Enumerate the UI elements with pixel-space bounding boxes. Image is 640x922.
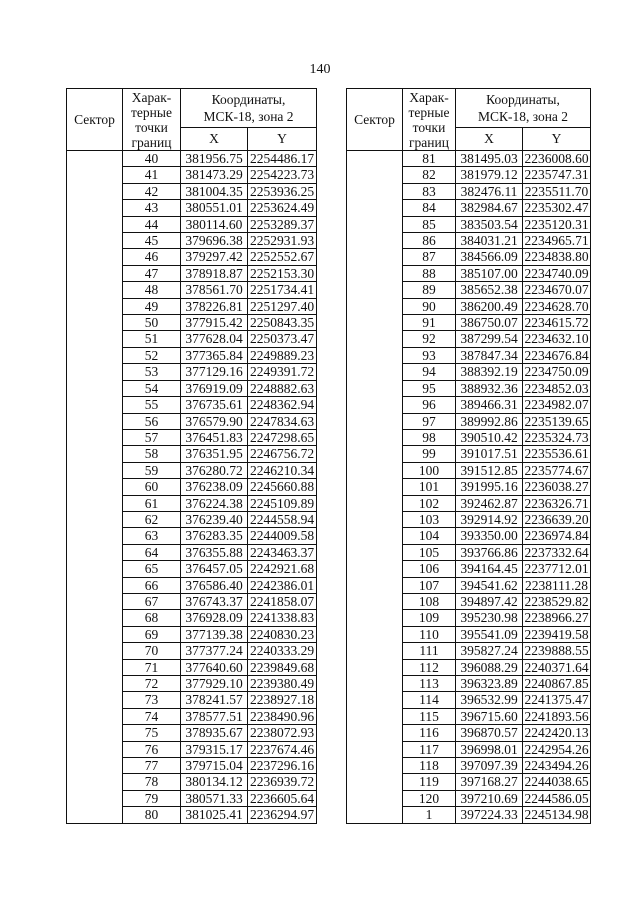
point-number-cell: 62 <box>123 511 181 527</box>
y-coordinate-cell: 2242420.13 <box>524 725 589 741</box>
x-coordinate-cell: 376451.83 <box>181 429 248 445</box>
header-sector: Сектор <box>347 89 403 151</box>
x-coordinate-cell: 376457.05 <box>181 561 248 577</box>
point-number-cell: 47 <box>123 265 181 281</box>
x-coordinate-cell: 396088.29 <box>456 659 523 675</box>
x-coordinate-cell: 376351.95 <box>181 446 248 462</box>
x-coordinate-cell: 380134.12 <box>181 774 248 790</box>
point-number-cell: 108 <box>403 593 456 609</box>
point-number-cell: 60 <box>123 479 181 495</box>
point-number-cell: 96 <box>403 397 456 413</box>
point-number-cell: 54 <box>123 380 181 396</box>
point-number-cell: 41 <box>123 167 181 183</box>
y-coordinate-cell: 2237674.46 <box>248 741 317 757</box>
x-coordinate-cell: 383503.54 <box>456 216 523 232</box>
sector-cell <box>67 151 123 824</box>
header-coordinates-line: МСК-18, зона 2 <box>203 109 294 124</box>
y-coordinate-cell: 2234628.70 <box>524 298 589 314</box>
point-number-cell: 85 <box>403 216 456 232</box>
point-number-cell: 106 <box>403 561 456 577</box>
y-coordinate-cell: 2237712.01 <box>524 561 589 577</box>
point-number-cell: 100 <box>403 462 456 478</box>
point-number-cell: 68 <box>123 610 181 626</box>
x-coordinate-cell: 384566.09 <box>456 249 523 265</box>
header-coordinates-line: Координаты, <box>211 92 286 107</box>
y-coordinate-cell: 2235747.31 <box>524 167 589 183</box>
y-coordinate-cell: 2238529.82 <box>524 593 589 609</box>
point-number-cell: 92 <box>403 331 456 347</box>
y-coordinate-cell: 2244586.05 <box>524 790 589 806</box>
point-number-cell: 1 <box>403 807 456 823</box>
x-coordinate-cell: 392462.87 <box>456 495 523 511</box>
y-coordinate-cell: 2246210.34 <box>248 462 317 478</box>
y-coordinate-cell: 2238111.28 <box>523 577 591 593</box>
x-coordinate-cell: 396998.01 <box>456 741 523 757</box>
y-coordinate-cell: 2239419.58 <box>524 626 589 642</box>
x-coordinate-cell: 379696.38 <box>181 233 248 249</box>
header-point-line: точки <box>412 119 446 135</box>
y-coordinate-cell: 2234852.03 <box>524 380 589 396</box>
header-point-line: терные <box>408 104 450 120</box>
point-number-cell: 113 <box>403 676 456 692</box>
y-coordinate-cell: 2244038.65 <box>524 774 589 790</box>
point-number-cell: 58 <box>123 446 181 462</box>
x-coordinate-cell: 396532.99 <box>456 692 523 708</box>
x-coordinate-cell: 395541.09 <box>456 626 523 642</box>
x-coordinate-cell: 381979.12 <box>456 167 523 183</box>
header-coordinates <box>181 89 317 128</box>
y-coordinate-cell: 2235511.70 <box>523 183 591 199</box>
point-number-cell: 76 <box>123 741 181 757</box>
coordinates-table-left <box>66 88 317 824</box>
point-number-cell: 59 <box>123 462 181 478</box>
y-coordinate-cell: 2234982.07 <box>524 397 589 413</box>
point-number-cell: 98 <box>403 429 456 445</box>
y-coordinate-cell: 2252931.93 <box>248 233 317 249</box>
header-boundary-points <box>123 89 181 151</box>
y-coordinate-cell: 2242921.68 <box>248 561 317 577</box>
point-number-cell: 111 <box>403 643 456 659</box>
x-coordinate-cell: 397210.69 <box>456 790 523 806</box>
point-number-cell: 63 <box>123 528 181 544</box>
sector-cell <box>347 151 403 824</box>
y-coordinate-cell: 2253624.49 <box>248 200 317 216</box>
point-number-cell: 119 <box>403 774 456 790</box>
point-number-cell: 46 <box>123 249 181 265</box>
table-row <box>67 151 317 167</box>
point-number-cell: 87 <box>403 249 456 265</box>
point-number-cell: 115 <box>403 708 456 724</box>
y-coordinate-cell: 2247834.63 <box>248 413 317 429</box>
x-coordinate-cell: 381473.29 <box>181 167 248 183</box>
point-number-cell: 101 <box>403 479 456 495</box>
point-number-cell: 105 <box>403 544 456 560</box>
x-coordinate-cell: 394541.62 <box>456 577 523 593</box>
x-coordinate-cell: 377640.60 <box>181 659 248 675</box>
point-number-cell: 81 <box>403 151 456 167</box>
x-coordinate-cell: 380114.60 <box>181 216 248 232</box>
x-coordinate-cell: 381004.35 <box>181 183 248 199</box>
point-number-cell: 67 <box>123 593 181 609</box>
point-number-cell: 65 <box>123 561 181 577</box>
x-coordinate-cell: 388392.19 <box>456 364 523 380</box>
x-coordinate-cell: 377628.04 <box>181 331 248 347</box>
point-number-cell: 45 <box>123 233 181 249</box>
x-coordinate-cell: 379297.42 <box>181 249 248 265</box>
x-coordinate-cell: 376586.40 <box>181 577 248 593</box>
x-coordinate-cell: 378226.81 <box>181 298 248 314</box>
header-point-line: точки <box>135 119 168 135</box>
point-number-cell: 56 <box>123 413 181 429</box>
y-coordinate-cell: 2240333.29 <box>248 643 317 659</box>
point-number-cell: 102 <box>403 495 456 511</box>
y-coordinate-cell: 2240371.64 <box>524 659 589 675</box>
y-coordinate-cell: 2244009.58 <box>248 528 317 544</box>
y-coordinate-cell: 2236038.27 <box>524 479 589 495</box>
point-number-cell: 84 <box>403 200 456 216</box>
header-sector: Сектор <box>67 89 123 151</box>
x-coordinate-cell: 397224.33 <box>456 807 523 823</box>
y-coordinate-cell: 2234838.80 <box>524 249 589 265</box>
y-coordinate-cell: 2248882.63 <box>248 380 317 396</box>
y-coordinate-cell: 2241375.47 <box>524 692 589 708</box>
x-coordinate-cell: 390510.42 <box>456 429 523 445</box>
x-coordinate-cell: 397097.39 <box>456 758 523 774</box>
y-coordinate-cell: 2251734.41 <box>248 282 317 298</box>
x-coordinate-cell: 378241.57 <box>181 692 248 708</box>
point-number-cell: 114 <box>403 692 456 708</box>
x-coordinate-cell: 378561.70 <box>181 282 248 298</box>
point-number-cell: 90 <box>403 298 456 314</box>
y-coordinate-cell: 2236008.60 <box>524 151 589 166</box>
y-coordinate-cell: 2239380.49 <box>248 676 317 692</box>
y-coordinate-cell: 2234676.84 <box>524 347 589 363</box>
x-coordinate-cell: 377365.84 <box>181 347 248 363</box>
x-coordinate-cell: 394164.45 <box>456 561 523 577</box>
point-number-cell: 53 <box>123 364 181 380</box>
point-number-cell: 50 <box>123 315 181 331</box>
y-coordinate-cell: 2250373.47 <box>248 331 317 347</box>
x-coordinate-cell: 391512.85 <box>456 462 523 478</box>
y-coordinate-cell: 2245134.98 <box>524 807 589 823</box>
x-coordinate-cell: 378918.87 <box>181 265 248 281</box>
point-number-cell: 120 <box>403 790 456 806</box>
x-coordinate-cell: 393766.86 <box>456 544 523 560</box>
x-coordinate-cell: 394897.42 <box>456 593 523 609</box>
x-coordinate-cell: 380571.33 <box>181 790 248 806</box>
y-coordinate-cell: 2254223.73 <box>248 167 317 183</box>
x-coordinate-cell: 376735.61 <box>181 397 248 413</box>
y-coordinate-cell: 2239888.55 <box>524 643 589 659</box>
point-number-cell: 104 <box>403 528 456 544</box>
point-number-cell: 66 <box>123 577 181 593</box>
x-coordinate-cell: 388932.36 <box>456 380 523 396</box>
x-coordinate-cell: 376919.09 <box>181 380 248 396</box>
left-table-body <box>67 151 317 824</box>
header-point-line: терные <box>131 104 172 120</box>
point-number-cell: 93 <box>403 347 456 363</box>
y-coordinate-cell: 2248362.94 <box>248 397 317 413</box>
point-number-cell: 88 <box>403 265 456 281</box>
y-coordinate-cell: 2234632.10 <box>524 331 589 347</box>
point-number-cell: 89 <box>403 282 456 298</box>
point-number-cell: 78 <box>123 774 181 790</box>
y-coordinate-cell: 2246756.72 <box>248 446 317 462</box>
x-coordinate-cell: 384031.21 <box>456 233 523 249</box>
table-row <box>347 151 591 167</box>
y-coordinate-cell: 2243494.26 <box>524 758 589 774</box>
y-coordinate-cell: 2236639.20 <box>524 511 589 527</box>
y-coordinate-cell: 2249889.23 <box>248 347 317 363</box>
coordinates-table-right <box>346 88 591 824</box>
page-number: 140 <box>309 62 331 77</box>
x-coordinate-cell: 377377.24 <box>181 643 248 659</box>
point-number-cell: 99 <box>403 446 456 462</box>
header-point-line: границ <box>131 134 172 150</box>
y-coordinate-cell: 2235139.65 <box>524 413 589 429</box>
y-coordinate-cell: 2237332.64 <box>524 544 589 560</box>
y-coordinate-cell: 2236326.71 <box>524 495 589 511</box>
x-coordinate-cell: 377915.42 <box>181 315 248 331</box>
y-coordinate-cell: 2236605.64 <box>248 790 317 806</box>
header-coordinates <box>456 89 591 128</box>
x-coordinate-cell: 389466.31 <box>456 397 523 413</box>
header-coordinates-line: Координаты, <box>486 92 560 107</box>
point-number-cell: 77 <box>123 758 181 774</box>
header-boundary-points <box>403 89 456 151</box>
y-coordinate-cell: 2243463.37 <box>248 544 317 560</box>
y-coordinate-cell: 2237296.16 <box>248 758 317 774</box>
point-number-cell: 94 <box>403 364 456 380</box>
y-coordinate-cell: 2240830.23 <box>248 626 317 642</box>
header-point-line: границ <box>409 134 449 150</box>
y-coordinate-cell: 2235302.47 <box>524 200 589 216</box>
x-coordinate-cell: 382984.67 <box>456 200 523 216</box>
y-coordinate-cell: 2236939.72 <box>248 774 317 790</box>
point-number-cell: 43 <box>123 200 181 216</box>
y-coordinate-cell: 2254486.17 <box>248 151 317 167</box>
point-number-cell: 103 <box>403 511 456 527</box>
point-number-cell: 48 <box>123 282 181 298</box>
point-number-cell: 51 <box>123 331 181 347</box>
y-coordinate-cell: 2252552.67 <box>248 249 317 265</box>
y-coordinate-cell: 2240867.85 <box>524 676 589 691</box>
x-coordinate-cell: 377129.16 <box>181 364 248 380</box>
x-coordinate-cell: 376355.88 <box>181 544 248 560</box>
header-y: Y <box>523 128 591 151</box>
y-coordinate-cell: 2242954.26 <box>524 741 589 757</box>
header-y: Y <box>248 128 317 151</box>
y-coordinate-cell: 2235120.31 <box>524 216 589 232</box>
point-number-cell: 61 <box>123 495 181 511</box>
point-number-cell: 118 <box>403 758 456 774</box>
point-number-cell: 74 <box>123 708 181 724</box>
y-coordinate-cell: 2235324.73 <box>524 429 589 445</box>
point-number-cell: 107 <box>403 577 456 593</box>
y-coordinate-cell: 2239849.68 <box>248 659 317 675</box>
x-coordinate-cell: 387847.34 <box>456 347 523 363</box>
x-coordinate-cell: 376224.38 <box>181 495 248 511</box>
x-coordinate-cell: 378935.67 <box>181 725 248 741</box>
x-coordinate-cell: 379715.04 <box>181 758 248 774</box>
x-coordinate-cell: 381956.75 <box>181 151 248 167</box>
y-coordinate-cell: 2247298.65 <box>248 429 317 445</box>
y-coordinate-cell: 2235774.67 <box>524 462 589 478</box>
x-coordinate-cell: 379315.17 <box>181 741 248 757</box>
y-coordinate-cell: 2244558.94 <box>248 511 317 527</box>
y-coordinate-cell: 2249391.72 <box>248 364 317 380</box>
y-coordinate-cell: 2236974.84 <box>524 528 589 544</box>
x-coordinate-cell: 396715.60 <box>456 708 523 724</box>
point-number-cell: 52 <box>123 347 181 363</box>
header-x: X <box>181 128 248 151</box>
y-coordinate-cell: 2234740.09 <box>524 265 589 281</box>
y-coordinate-cell: 2250843.35 <box>248 315 317 331</box>
point-number-cell: 73 <box>123 692 181 708</box>
x-coordinate-cell: 381025.41 <box>181 807 248 823</box>
point-number-cell: 97 <box>403 413 456 429</box>
y-coordinate-cell: 2238490.96 <box>248 708 317 724</box>
right-table-body <box>347 151 591 824</box>
y-coordinate-cell: 2252153.30 <box>248 265 317 281</box>
y-coordinate-cell: 2251297.40 <box>248 298 317 314</box>
point-number-cell: 40 <box>123 151 181 167</box>
header-point-line: Харак- <box>409 89 449 105</box>
point-number-cell: 55 <box>123 397 181 413</box>
y-coordinate-cell: 2234750.09 <box>524 364 589 380</box>
header-point-line: Харак- <box>131 89 172 105</box>
y-coordinate-cell: 2238072.93 <box>248 725 317 741</box>
y-coordinate-cell: 2241338.83 <box>248 610 317 626</box>
y-coordinate-cell: 2253289.37 <box>248 216 317 232</box>
x-coordinate-cell: 378577.51 <box>181 708 248 724</box>
point-number-cell: 64 <box>123 544 181 560</box>
point-number-cell: 80 <box>123 807 181 823</box>
x-coordinate-cell: 396323.89 <box>456 676 523 692</box>
y-coordinate-cell: 2241893.56 <box>524 708 589 724</box>
x-coordinate-cell: 386750.07 <box>456 315 523 331</box>
point-number-cell: 72 <box>123 676 181 692</box>
y-coordinate-cell: 2253936.25 <box>248 183 317 199</box>
point-number-cell: 116 <box>403 725 456 741</box>
header-x: X <box>456 128 523 151</box>
x-coordinate-cell: 385107.00 <box>456 265 523 281</box>
y-coordinate-cell: 2234670.07 <box>524 282 589 298</box>
x-coordinate-cell: 396870.57 <box>456 725 523 741</box>
x-coordinate-cell: 391995.16 <box>456 479 523 495</box>
x-coordinate-cell: 393350.00 <box>456 528 523 544</box>
point-number-cell: 71 <box>123 659 181 675</box>
point-number-cell: 82 <box>403 167 456 183</box>
point-number-cell: 91 <box>403 315 456 331</box>
x-coordinate-cell: 377929.10 <box>181 676 248 692</box>
x-coordinate-cell: 377139.38 <box>181 626 248 642</box>
x-coordinate-cell: 387299.54 <box>456 331 523 347</box>
x-coordinate-cell: 376743.37 <box>181 593 248 609</box>
x-coordinate-cell: 392914.92 <box>456 511 523 527</box>
point-number-cell: 83 <box>403 183 456 199</box>
y-coordinate-cell: 2234615.72 <box>524 315 589 331</box>
y-coordinate-cell: 2238966.27 <box>524 610 589 626</box>
x-coordinate-cell: 376928.09 <box>181 610 248 626</box>
point-number-cell: 95 <box>403 380 456 396</box>
point-number-cell: 112 <box>403 659 456 675</box>
y-coordinate-cell: 2236294.97 <box>248 807 317 823</box>
point-number-cell: 79 <box>123 790 181 806</box>
y-coordinate-cell: 2241858.07 <box>248 593 317 609</box>
x-coordinate-cell: 376238.09 <box>181 479 248 495</box>
header-coordinates-line: МСК-18, зона 2 <box>477 109 569 124</box>
x-coordinate-cell: 376239.40 <box>181 511 248 527</box>
point-number-cell: 109 <box>403 610 456 626</box>
y-coordinate-cell: 2238927.18 <box>248 692 317 708</box>
y-coordinate-cell: 2245660.88 <box>248 479 317 495</box>
point-number-cell: 42 <box>123 183 181 199</box>
x-coordinate-cell: 380551.01 <box>181 200 248 216</box>
x-coordinate-cell: 389992.86 <box>456 413 523 429</box>
point-number-cell: 69 <box>123 626 181 642</box>
x-coordinate-cell: 382476.11 <box>456 183 523 199</box>
y-coordinate-cell: 2234965.71 <box>524 233 589 249</box>
x-coordinate-cell: 385652.38 <box>456 282 523 298</box>
y-coordinate-cell: 2242386.01 <box>248 577 317 593</box>
point-number-cell: 110 <box>403 626 456 642</box>
point-number-cell: 117 <box>403 741 456 757</box>
point-number-cell: 44 <box>123 216 181 232</box>
point-number-cell: 86 <box>403 233 456 249</box>
point-number-cell: 57 <box>123 429 181 445</box>
x-coordinate-cell: 395827.24 <box>456 643 523 659</box>
y-coordinate-cell: 2245109.89 <box>248 495 317 511</box>
x-coordinate-cell: 381495.03 <box>456 151 523 167</box>
point-number-cell: 75 <box>123 725 181 741</box>
x-coordinate-cell: 395230.98 <box>456 610 523 626</box>
y-coordinate-cell: 2235536.61 <box>524 446 589 462</box>
x-coordinate-cell: 397168.27 <box>456 774 523 790</box>
point-number-cell: 70 <box>123 643 181 659</box>
x-coordinate-cell: 386200.49 <box>456 298 523 314</box>
x-coordinate-cell: 376283.35 <box>181 528 248 544</box>
point-number-cell: 49 <box>123 298 181 314</box>
x-coordinate-cell: 391017.51 <box>456 446 523 462</box>
x-coordinate-cell: 376579.90 <box>181 413 248 429</box>
x-coordinate-cell: 376280.72 <box>181 462 248 478</box>
